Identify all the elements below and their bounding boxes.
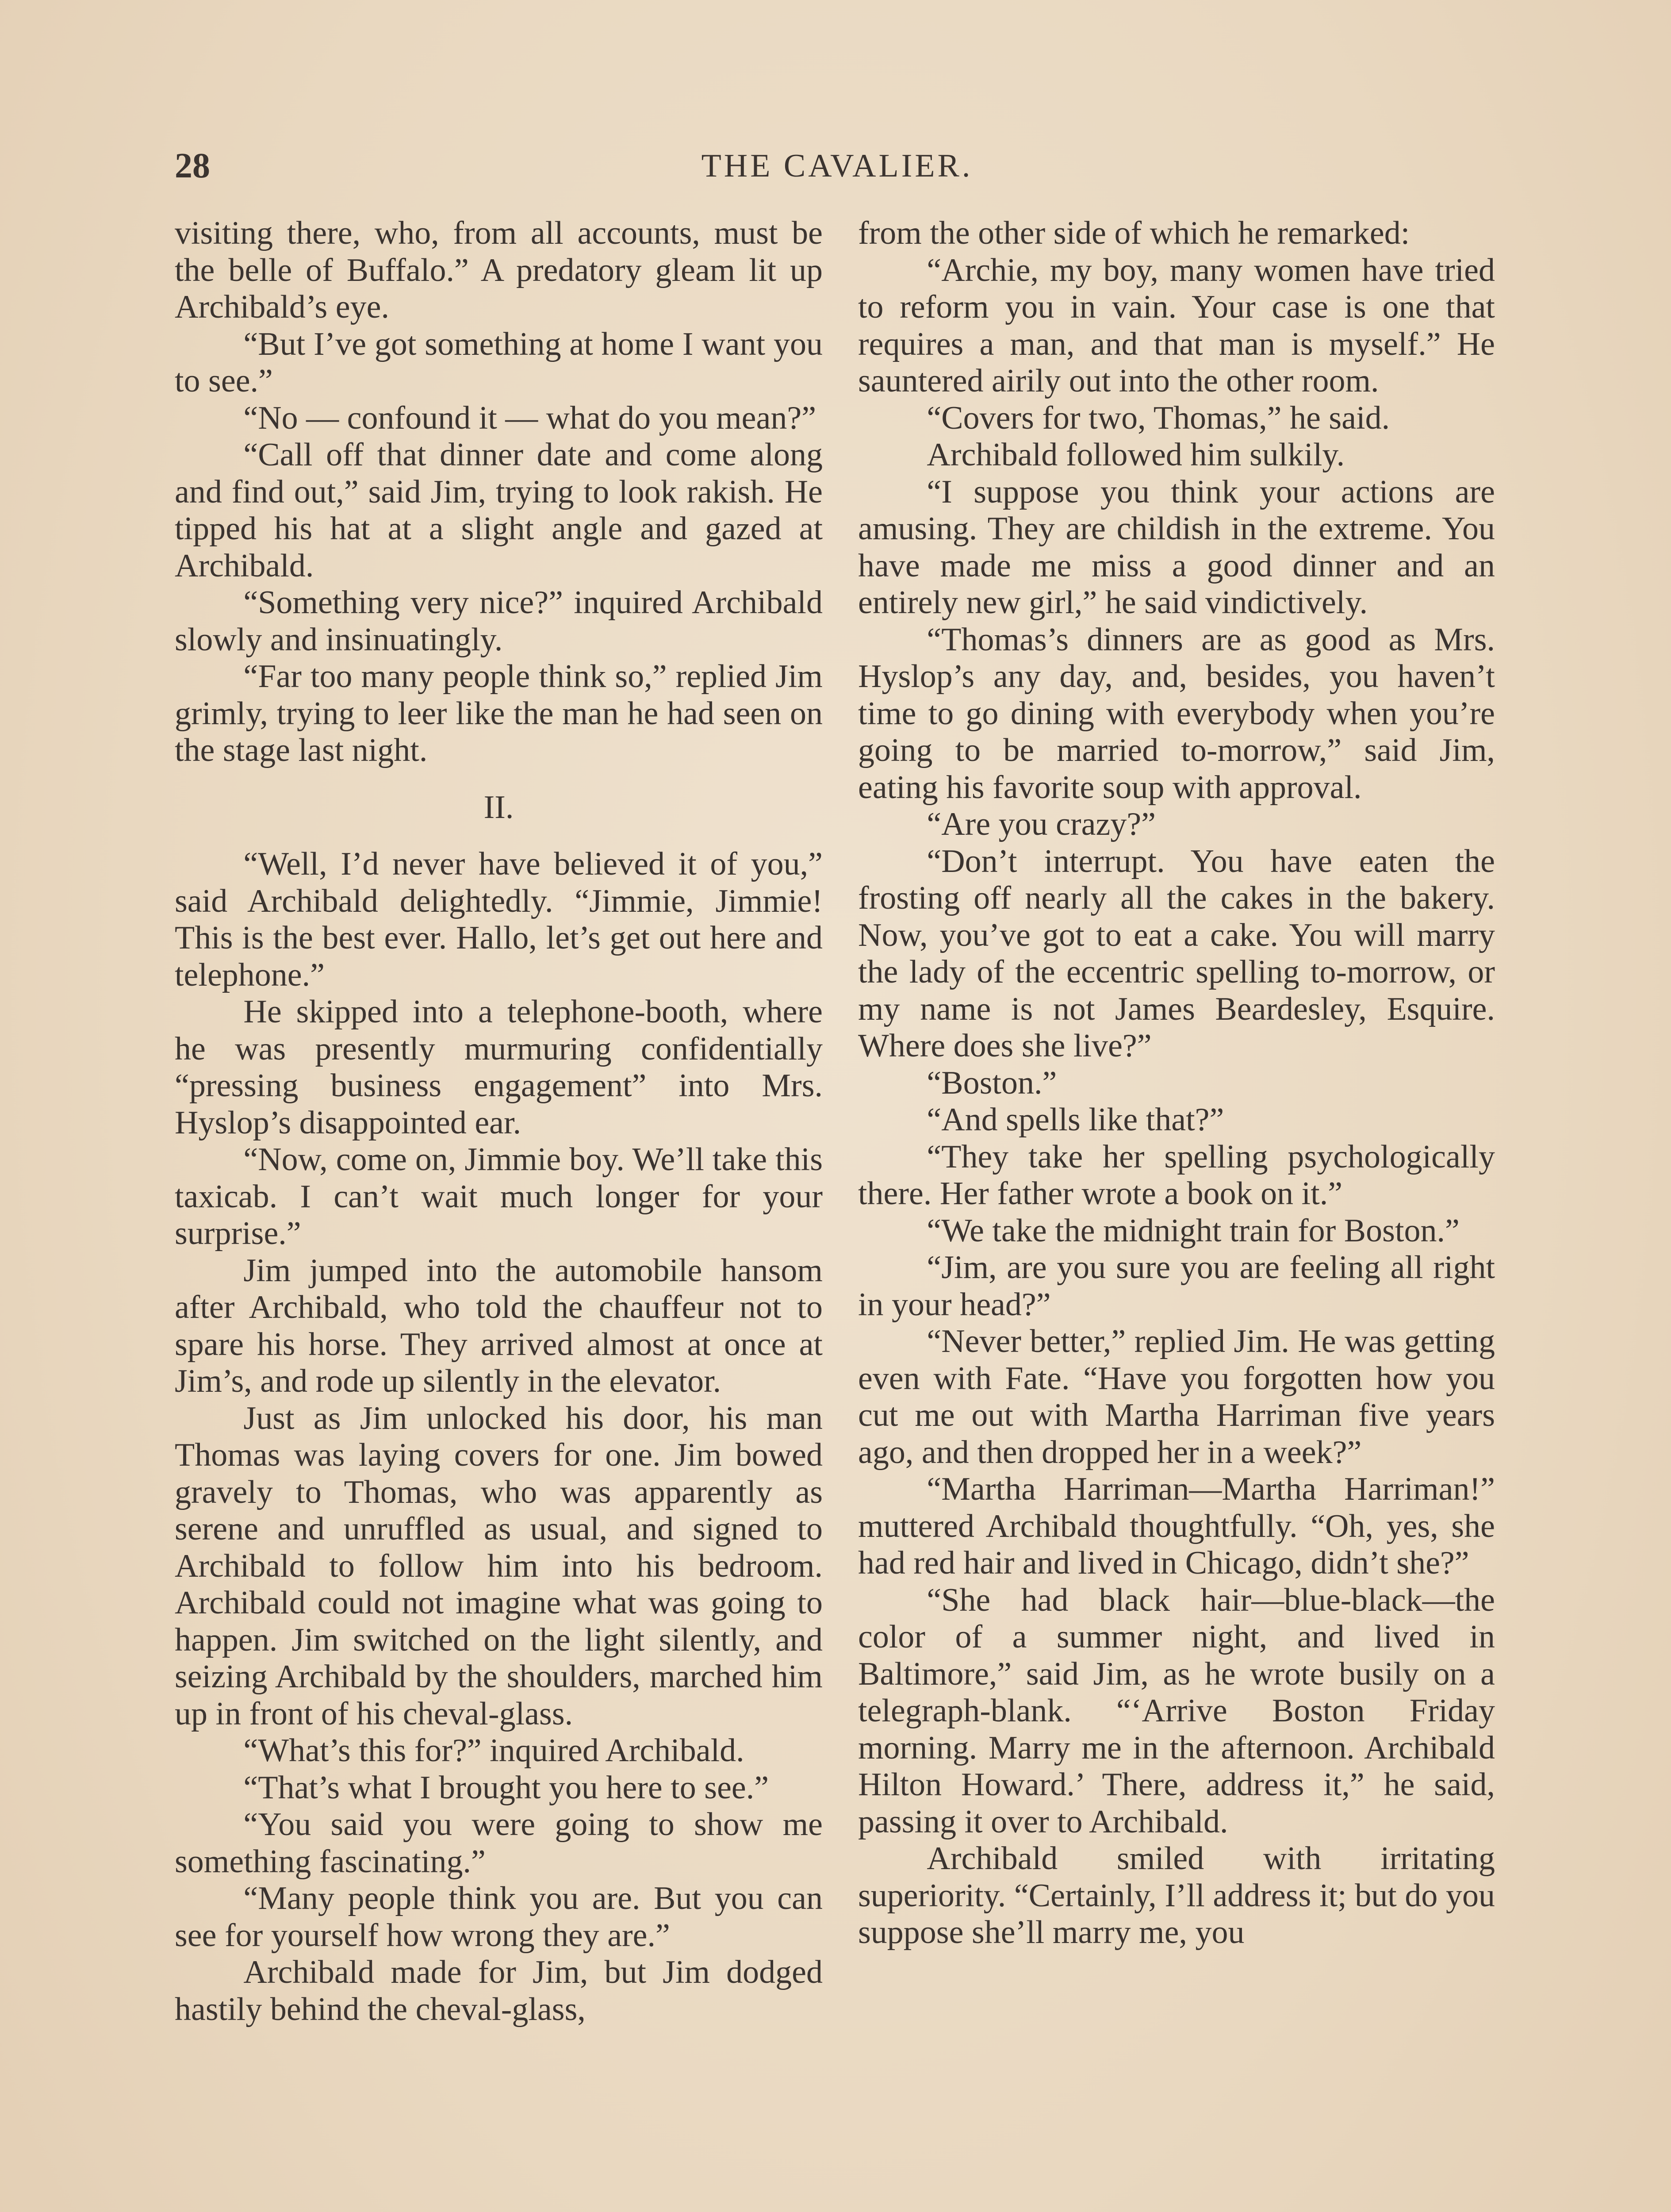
paragraph: “Well, I’d never have believed it of you,” said Archibald delightedly. “Jimmie, Jimmie! This is the best ever. Hallo, let’s get out here and telephone.” — [175, 846, 823, 993]
paragraph: Just as Jim unlocked his door, his man Thomas was laying covers for one. Jim bowed gravely to Thomas, who was apparently as serene and unruffled as usual, and signed to Archibald to follow him into his bedroom. Archibald could not imagine what was going to happen. Jim switched on the light silently, and seizing Archibald by the shoulders, marched him up in front of his cheval-glass. — [175, 1400, 823, 1732]
left-column — [175, 215, 823, 2028]
paragraph: “Don’t interrupt. You have eaten the frosting off nearly all the cakes in the bakery. Now, you’ve got to eat a cake. You will marry the lady of the eccentric spelling to-morrow, or my name is not James Beardesley, Esquire. Where does she live?” — [858, 843, 1495, 1064]
paragraph: “But I’ve got something at home I want you to see.” — [175, 326, 823, 399]
page-number: 28 — [175, 146, 210, 185]
paragraph: Archibald made for Jim, but Jim dodged hastily behind the cheval-glass, — [175, 1954, 823, 2028]
paragraph: “They take her spelling psychologically there. Her father wrote a book on it.” — [858, 1138, 1495, 1212]
running-head: THE CAVALIER. — [701, 148, 973, 184]
paragraph: “Call off that dinner date and come along and find out,” said Jim, trying to look rakish. He tipped his hat at a slight angle and gazed at Archibald. — [175, 437, 823, 584]
paragraph: “Are you crazy?” — [927, 806, 1156, 842]
paragraph: “You said you were going to show me something fascinating.” — [175, 1806, 823, 1880]
paragraph: “That’s what I brought you here to see.” — [243, 1769, 769, 1806]
paragraph: visiting there, who, from all accounts, must be the belle of Buffalo.” A predatory gleam lit up Archibald’s eye. — [175, 215, 823, 325]
paragraph: “She had black hair—blue-black—the color of a summer night, and lived in Baltimore,” said Jim, as he wrote busily on a telegraph-blank. “‘Arrive Boston Friday morning. Marry me in the afternoon. Archibald Hilton Howard.’ There, address it,” he said, passing it over to Archibald. — [858, 1582, 1495, 1840]
paragraph: “Boston.” — [927, 1064, 1057, 1101]
paragraph: Jim jumped into the automobile hansom after Archibald, who told the chauffeur not to spare his horse. They arrived almost at once at Jim’s, and rode up silently in the elevator. — [175, 1252, 823, 1399]
paragraph: Archibald followed him sulkily. — [927, 437, 1345, 473]
paragraph: “Now, come on, Jimmie boy. We’ll take this taxicab. I can’t wait much longer for your surprise.” — [175, 1141, 823, 1252]
paragraph: “Martha Harriman—Martha Harriman!” muttered Archibald thoughtfully. “Oh, yes, she had red hair and lived in Chicago, didn’t she?” — [858, 1471, 1495, 1581]
paragraph: “We take the midnight train for Boston.” — [927, 1212, 1460, 1249]
paragraph: “Jim, are you sure you are feeling all right in your head?” — [858, 1249, 1495, 1323]
paragraph: “Thomas’s dinners are as good as Mrs. Hyslop’s any day, and, besides, you haven’t time to go dining with everybody when you’re going to be married to-morrow,” said Jim, eating his favorite soup with approval. — [858, 621, 1495, 806]
paragraph: “Never better,” replied Jim. He was getting even with Fate. “Have you forgotten how you cut me out with Martha Harriman five years ago, and then dropped her in a week?” — [858, 1323, 1495, 1471]
page-header — [175, 133, 1499, 199]
paragraph: “And spells like that?” — [927, 1102, 1224, 1138]
paragraph: He skipped into a telephone-booth, where he was presently murmuring confidentially “pressing business engagement” into Mrs. Hyslop’s disappointed ear. — [175, 994, 823, 1141]
paragraph: from the other side of which he remarked: — [858, 215, 1410, 251]
paragraph: “What’s this for?” inquired Archibald. — [243, 1732, 744, 1769]
paragraph: “Far too many people think so,” replied Jim grimly, trying to leer like the man he had seen on the stage last night. — [175, 658, 823, 768]
paragraph: “No — confound it — what do you mean?” — [243, 399, 816, 436]
paragraph: “Archie, my boy, many women have tried to reform you in vain. Your case is one that requires a man, and that man is myself.” He sauntered airily out into the other room. — [858, 252, 1495, 399]
section-heading: II. — [483, 789, 514, 826]
paragraph: Archibald smiled with irritating superiority. “Certainly, I’ll address it; but do you suppose she’ll marry me, you — [858, 1840, 1495, 1951]
paragraph: “I suppose you think your actions are amusing. They are childish in the extreme. You have made me miss a good dinner and an entirely new girl,” he said vindictively. — [858, 473, 1495, 621]
paragraph: “Many people think you are. But you can see for yourself how wrong they are.” — [175, 1880, 823, 1954]
right-column — [858, 215, 1495, 1951]
paragraph: “Something very nice?” inquired Archibald slowly and insinuatingly. — [175, 584, 823, 658]
paragraph: “Covers for two, Thomas,” he said. — [927, 399, 1390, 436]
